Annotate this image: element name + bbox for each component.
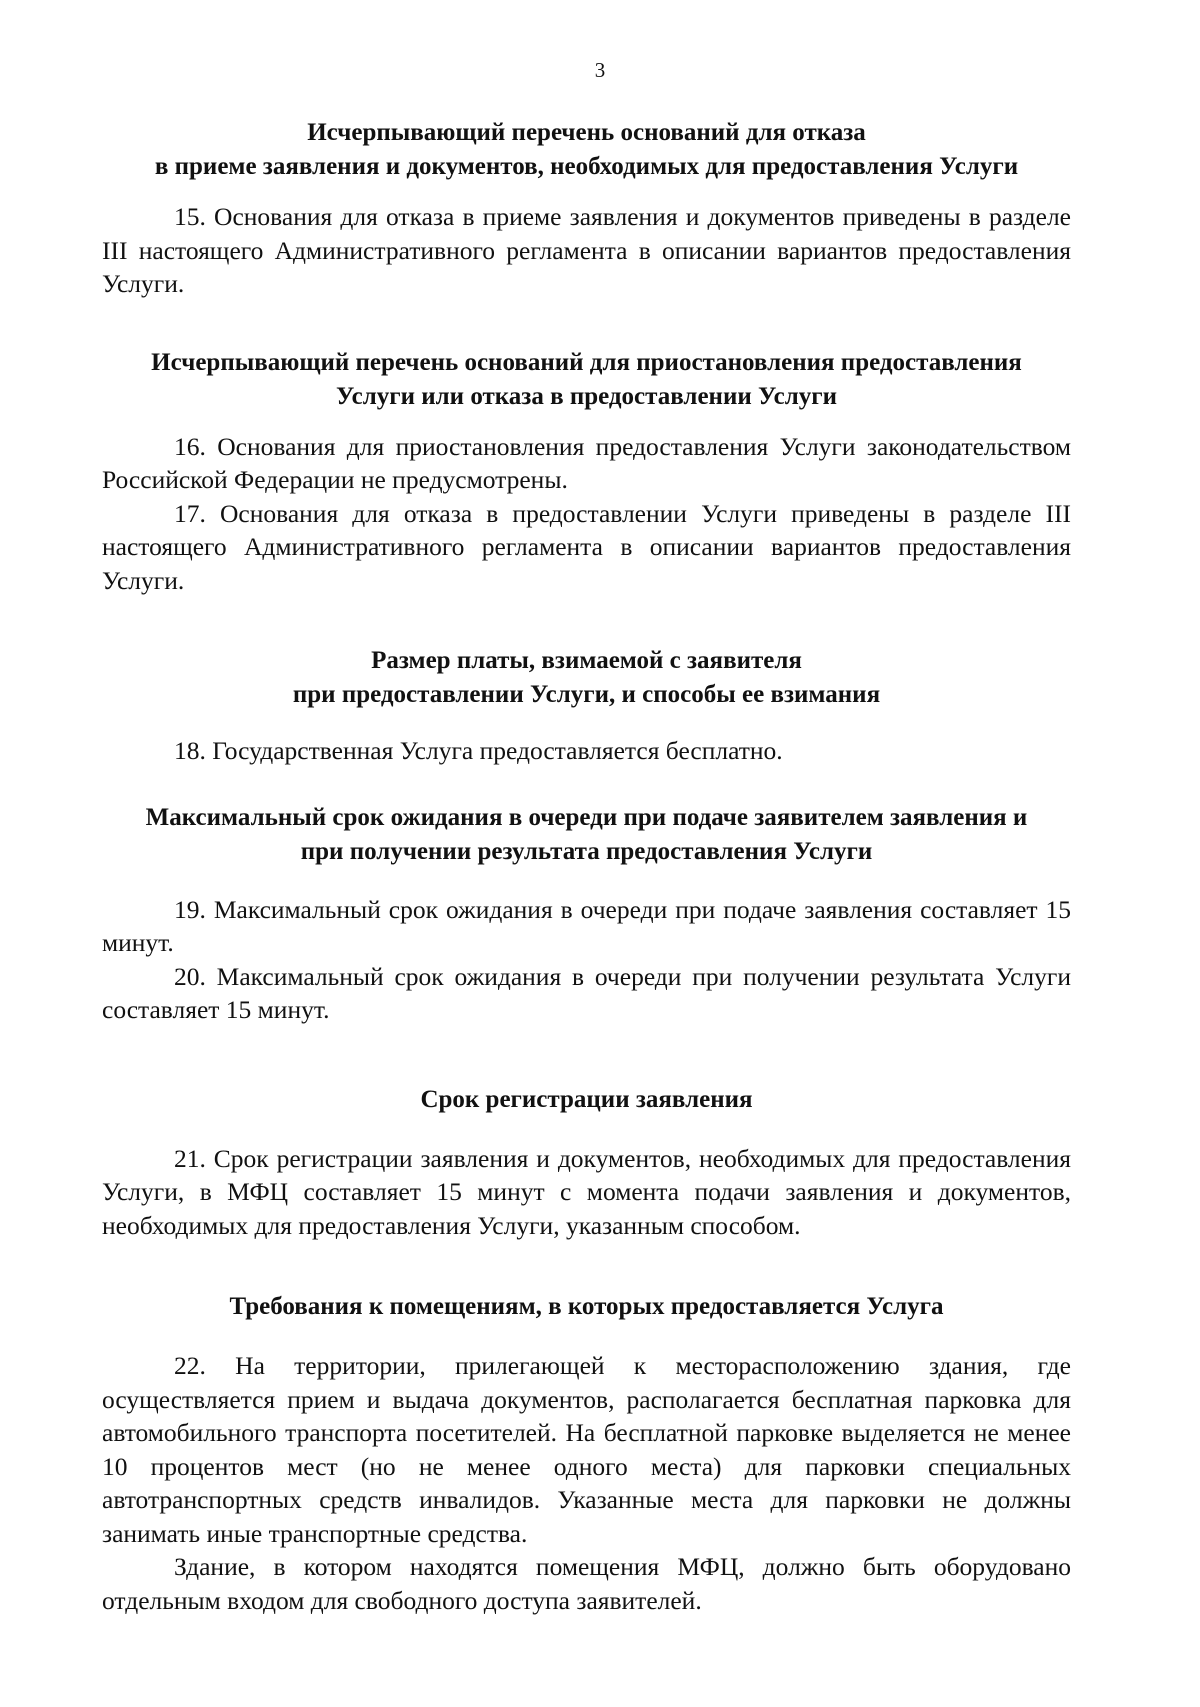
heading-line: при получении результата предоставления Услуги — [300, 837, 873, 865]
paragraph-15: 15. Основания для отказа в приеме заявления и документов приведены в разделе III настоящего Административного регламента в описании вариантов предоставления Услуги. — [102, 202, 1071, 298]
paragraph-building-entrance: Здание, в котором находятся помещения МФЦ, должно быть оборудовано отдельным входом для свободного доступа заявителей. — [102, 1552, 1071, 1615]
heading-line: Исчерпывающий перечень оснований для отказа — [307, 119, 866, 146]
section-heading — [102, 1290, 1071, 1324]
heading-line: Срок регистрации заявления — [420, 1085, 753, 1113]
section-heading — [102, 801, 1071, 869]
page-number: 3 — [594, 58, 606, 82]
heading-line: Требования к помещениям, в которых предоставляется Услуга — [229, 1293, 944, 1320]
document-body — [102, 116, 1071, 1617]
paragraph-19: 19. Максимальный срок ожидания в очереди при подаче заявления составляет 15 минут. — [102, 894, 1071, 957]
paragraph-17: 17. Основания для отказа в предоставлении Услуги приведены в разделе III настоящего Административного регламента в описании вариантов предоставления Услуги. — [102, 498, 1071, 595]
heading-line: Исчерпывающий перечень оснований для приостановления предоставления — [151, 348, 1022, 376]
heading-line: при предоставлении Услуги, и способы ее взимания — [292, 681, 881, 708]
paragraph-21: 21. Срок регистрации заявления и документов, необходимых для предоставления Услуги, в МФЦ составляет 15 минут с момента подачи заявления и документов, необходимых для предоставления Услуги, указанным способом. — [102, 1143, 1071, 1240]
section-fee — [102, 644, 1071, 768]
heading-line: Услуги или отказа в предоставлении Услуги — [335, 382, 838, 410]
section-suspension-refusal — [102, 346, 1071, 598]
section-registration-time — [102, 1083, 1071, 1243]
heading-line: в приеме заявления и документов, необходимых для предоставления Услуги — [154, 153, 1019, 180]
heading-line: Размер платы, взимаемой с заявителя — [371, 647, 802, 674]
section-heading — [102, 1083, 1071, 1117]
section-heading — [102, 346, 1071, 414]
section-premises — [102, 1290, 1071, 1617]
section-heading — [102, 116, 1071, 184]
section-heading — [102, 644, 1071, 712]
paragraph-16: 16. Основания для приостановления предоставления Услуги законодательством Российской Федерации не предусмотрены. — [102, 431, 1071, 494]
section-queue-time — [102, 801, 1071, 1027]
paragraph-22: 22. На территории, прилегающей к месторасположению здания, где осуществляется прием и выдача документов, располагается бесплатная парковка для автомобильного транспорта посетителей. На бесплатной парковке выделяется не менее 10 процентов мест (но не менее одного места) для парковки специальных автотранспортных средств инвалидов. Указанные места для парковки не должны занимать иные транспортные средства. — [102, 1351, 1071, 1548]
paragraph-18: 18. Государственная Услуга предоставляется бесплатно. — [174, 736, 783, 765]
paragraph-20: 20. Максимальный срок ожидания в очереди при получении результата Услуги составляет 15 минут. — [102, 961, 1071, 1024]
section-refusal-acceptance — [102, 116, 1071, 301]
heading-line: Максимальный срок ожидания в очереди при подаче заявителем заявления и — [145, 803, 1028, 831]
